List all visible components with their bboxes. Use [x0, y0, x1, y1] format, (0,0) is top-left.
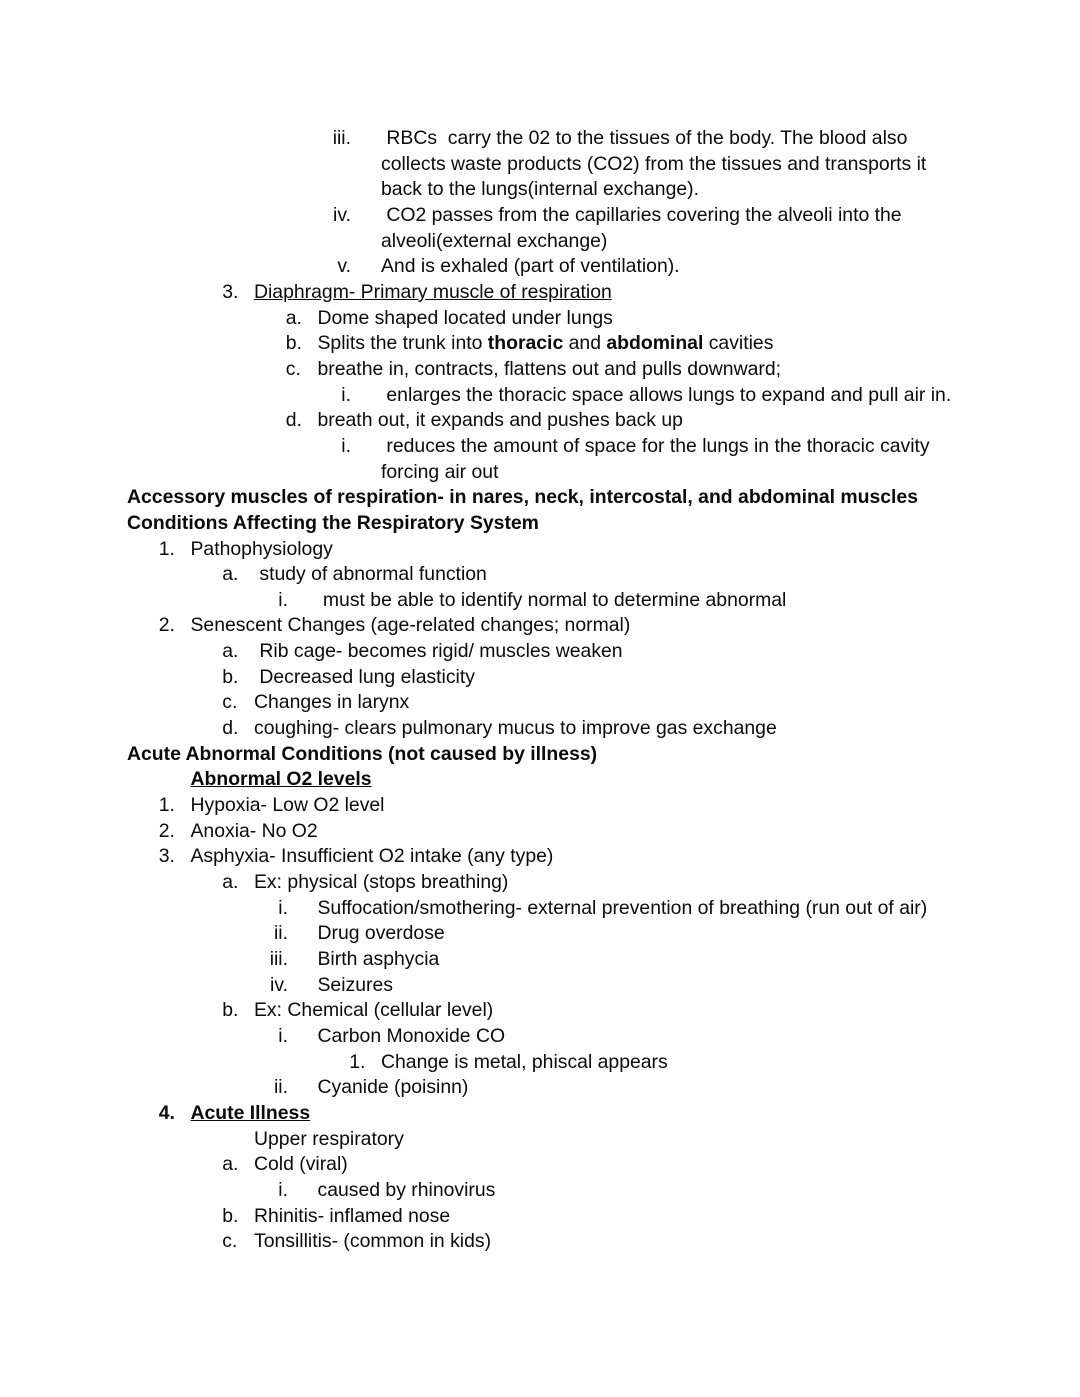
list-marker: a.	[222, 640, 239, 663]
line-text: And is exhaled (part of ventilation).	[381, 255, 680, 278]
list-marker: iii.	[269, 948, 288, 970]
list-item	[127, 331, 953, 357]
line-text: Upper respiratory	[254, 1127, 404, 1150]
line-text: Rib cage- becomes rigid/ muscles weaken	[254, 640, 623, 663]
list-item	[127, 1178, 953, 1204]
line-text: Suffocation/smothering- external prevention of breathing (run out of air)	[317, 896, 928, 919]
line-text: Asphyxia- Insufficient O2 intake (any type)	[190, 845, 554, 868]
list-marker: a.	[285, 306, 302, 329]
list-marker: 3.	[158, 845, 175, 868]
line-text: Hypoxia- Low O2 level	[190, 794, 385, 817]
list-item	[127, 896, 953, 922]
list-item	[127, 819, 953, 845]
line-text: Change is metal, phiscal appears	[381, 1050, 668, 1073]
paragraph	[127, 742, 953, 768]
line-text: reduces the amount of space for the lungs in the thoracic cavity forcing air out	[381, 434, 936, 483]
bold-text-run: thoracic	[487, 332, 564, 355]
line-text: Diaphragm- Primary muscle of respiration	[254, 280, 612, 303]
list-marker: b.	[285, 332, 302, 355]
line-text: Drug overdose	[317, 922, 445, 945]
list-marker: b.	[222, 999, 239, 1022]
line-text: Pathophysiology	[190, 537, 333, 560]
list-marker: 1.	[349, 1050, 366, 1073]
list-marker: a.	[222, 563, 239, 586]
list-marker: iv.	[333, 203, 351, 226]
list-marker: d.	[285, 409, 302, 432]
line-text: Birth asphycia	[317, 948, 440, 970]
list-item	[127, 1024, 953, 1050]
list-marker: i.	[278, 1024, 288, 1047]
line-text: Ex: physical (stops breathing)	[254, 871, 509, 894]
line-text: study of abnormal function	[254, 563, 487, 586]
list-item	[127, 434, 953, 485]
list-marker: ii.	[273, 922, 288, 945]
line-text: Decreased lung elasticity	[254, 665, 475, 688]
line-text: must be able to identify normal to determine abnormal	[317, 588, 787, 611]
list-marker: b.	[222, 1204, 239, 1227]
list-item	[127, 690, 953, 716]
list-item	[127, 1050, 953, 1076]
list-marker: c.	[222, 691, 238, 714]
list-item	[127, 1152, 953, 1178]
list-marker: 4.	[158, 1101, 175, 1124]
line-text: RBCs carry the 02 to the tissues of the body. The blood also collects waste products (CO2) from the tissues and transports it back to the lungs(internal exchange).	[381, 127, 932, 201]
list-item	[127, 639, 953, 665]
list-marker: 1.	[158, 794, 175, 817]
line-text: Abnormal O2 levels	[190, 768, 372, 791]
list-item	[127, 793, 953, 819]
list-item	[127, 921, 953, 947]
line-text: breathe in, contracts, flattens out and pulls downward;	[317, 357, 781, 380]
list-item	[127, 665, 953, 691]
line-text: Carbon Monoxide CO	[317, 1024, 506, 1047]
list-item	[127, 998, 953, 1024]
paragraph	[127, 767, 953, 793]
list-item	[127, 562, 953, 588]
line-text: enlarges the thoracic space allows lungs to expand and pull air in.	[381, 383, 952, 406]
list-marker: c.	[222, 1230, 238, 1253]
list-item	[127, 306, 953, 332]
list-marker: 3.	[222, 280, 239, 303]
text-run: cavities	[703, 332, 774, 355]
list-marker: 2.	[158, 819, 175, 842]
line-text: Senescent Changes (age-related changes; normal)	[190, 614, 631, 637]
line-text	[318, 332, 774, 354]
list-item	[127, 947, 953, 973]
line-text: Cyanide (poisinn)	[317, 1076, 469, 1099]
list-marker: a.	[222, 1153, 239, 1176]
list-item	[127, 973, 953, 999]
list-marker: i.	[278, 588, 288, 611]
list-item	[127, 716, 953, 742]
line-text: Rhinitis- inflamed nose	[254, 1204, 451, 1227]
bold-text-run: abdominal	[606, 332, 704, 355]
list-marker: d.	[222, 717, 239, 740]
line-text: Tonsillitis- (common in kids)	[254, 1230, 492, 1253]
list-item	[127, 126, 953, 203]
list-marker: i.	[341, 383, 351, 406]
line-text: coughing- clears pulmonary mucus to improve gas exchange	[254, 717, 777, 740]
list-item	[127, 280, 953, 306]
paragraph	[127, 485, 953, 511]
list-marker: iv.	[270, 973, 288, 996]
list-item	[127, 1101, 953, 1127]
list-item	[127, 1075, 953, 1101]
list-marker: iii.	[332, 127, 351, 149]
text-run: Splits the trunk into	[317, 332, 488, 355]
line-text: Cold (viral)	[254, 1153, 348, 1176]
list-item	[127, 844, 953, 870]
list-marker: 1.	[158, 537, 175, 560]
line-text: Seizures	[317, 973, 393, 996]
list-marker: ii.	[273, 1076, 288, 1099]
list-marker: b.	[222, 665, 239, 688]
line-text: Changes in larynx	[254, 691, 410, 714]
list-marker: a.	[222, 871, 239, 894]
line-text: Acute Illness	[190, 1101, 311, 1124]
list-item	[127, 588, 953, 614]
list-item	[127, 357, 953, 383]
line-text: Acute Abnormal Conditions (not caused by illness)	[127, 742, 598, 765]
line-text: Conditions Affecting the Respiratory System	[127, 511, 539, 534]
list-item	[127, 1204, 953, 1230]
list-item	[127, 870, 953, 896]
list-marker: i.	[341, 434, 351, 457]
text-run: and	[563, 332, 607, 355]
list-marker: v.	[337, 255, 351, 278]
line-text: Dome shaped located under lungs	[317, 306, 613, 329]
list-item	[127, 408, 953, 434]
line-text: Ex: Chemical (cellular level)	[254, 999, 494, 1022]
line-text: caused by rhinovirus	[317, 1178, 496, 1201]
line-text: Anoxia- No O2	[190, 819, 318, 842]
list-item	[127, 383, 953, 409]
paragraph	[127, 1127, 953, 1153]
line-text: breath out, it expands and pushes back up	[317, 409, 683, 432]
paragraph	[127, 511, 953, 537]
line-text: Accessory muscles of respiration- in nares, neck, intercostal, and abdominal muscles	[127, 486, 918, 509]
list-marker: 2.	[158, 614, 175, 637]
list-item	[127, 613, 953, 639]
list-item	[127, 537, 953, 563]
list-item	[127, 1229, 953, 1255]
list-marker: i.	[278, 1178, 288, 1201]
list-marker: i.	[278, 896, 288, 919]
list-marker: c.	[285, 357, 301, 380]
list-item	[127, 254, 953, 280]
list-item	[127, 203, 953, 254]
line-text: CO2 passes from the capillaries covering the alveoli into the alveoli(external exchange)	[381, 203, 907, 252]
